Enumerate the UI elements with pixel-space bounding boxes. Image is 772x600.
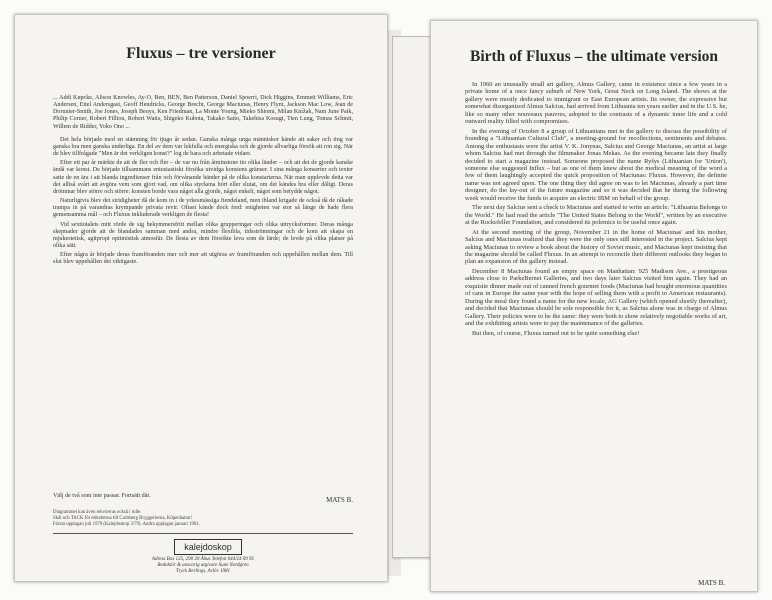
right-paragraph: In the evening of October 8 a group of Lithuanians met in the gallery to discuss the possibility of founding a "Lithuanian Cultural Club", a meeting-ground for recollections, sentiments and debates. Among the enthusiasts were the artist V. K. Jonynas, Salcius and George Maciunas, an artist at large whom Salcius had met through the filmmaker Jonas Mekas. As the evening became late they finally decided to start a magazine instead. Someone proposed the name Ryšys (Lithuanian for 'Union'), someone else suggested Influx – but as one of them knew about the medical meaning of the word a few of them laughingly accepted the quick proposition of Maciunas: Fluxus. However, the definite name was not agreed upon. The one thing they did agree on was to let Maciunas, already a part time designer, do the lay-out of the future magazine and so it was decided that he during the following week would receive the funds to acquire an electric IBM on behalf of the group. bbox=[465, 127, 727, 202]
credit-line: Diagrammet kan även rekvireras också i rulle. bbox=[53, 510, 142, 515]
left-paragraph: Efter ett par år märkte de att de fler och fler – de var nu från åtminstone tio olika länder – och att det de gjorde kanske ändå var konst. De började tillsammans entusiastiskt försöka utvidga konstens gränser. I sina många konserter och texter satte de en ära i att blanda ingredienser från och förvånande händer på de olika konstarterna. När man upplevde detta var det alltså svårt att avgöra vem som gjort vad, om olika styckena hört eller slutat, om det kändes bra eller dåligt. Deras drömmar blev större och större: konsten borde vara något alla gjorde, något enkelt, något som betydde något. bbox=[53, 160, 353, 195]
left-page-title: Fluxus – tre versioner bbox=[126, 45, 276, 62]
right-paragraph: But then, of course, Fluxus turned out to be quite something else! bbox=[472, 329, 640, 337]
left-paragraph: Efter några år började deras framföranden mer och mer att utgöras av framföranden och uppehållen mellan dem. Till slut blev uppehållen det viktigaste. bbox=[53, 252, 353, 266]
publisher-logo: kalejdoskop bbox=[174, 539, 242, 555]
credits bbox=[53, 510, 353, 528]
right-text-column bbox=[465, 81, 727, 339]
divider bbox=[53, 533, 353, 534]
right-paragraph: December 8 Maciunas found an empty space on Manhattan: 925 Madison Ave., a prestigeous address close to ParkeBernet Galleries, and two days later Salcius visited him again. They had an exquisite dinner made out of canned french gourmet foods (Maciunas had bought enormous quantities of cans in Europe the same year with the hope of selling them with a profit to American restaurants). During the meal they found a name for the new locale, AG Gallery (which opened shortly thereafter), and decided that Maciunas should be sole responsible for it, as Salcius alone was in charge of Almus Gallery. Their policies were to be the same: they were both to show relatively negotiable works of art, and the exhibiting artists were to pay the maintenance of the galleries. bbox=[465, 267, 727, 328]
credit-line: Skål och TACK för etiketterna till Carlsberg Bryggerierna, Köpenhamn! bbox=[53, 516, 192, 521]
left-page bbox=[14, 14, 388, 582]
left-text-column bbox=[53, 95, 353, 268]
right-page bbox=[430, 20, 758, 592]
left-signature: MATS B. bbox=[326, 496, 353, 504]
address-line: Tryck Berlings, Arlöv 1981 bbox=[175, 569, 231, 575]
address-line: Redaktör & ansvarig utgivare Sune Nordgren bbox=[157, 563, 249, 569]
left-paragraph: Vid sextiotalets mitt rörde de sig bekymmersfritt mellan olika grupperingar och olika uttrycksformer. Deras många skepnader gjorde att de blandades samman med andra, mindre flexibla, tidsströmningar och de kom att skapa en mjukestetisk, agitpropt optimistisk atmosfär. De flesta av dem försökte leva som de lärde; de levde på olika platser på olika sätt. bbox=[53, 221, 353, 249]
right-page-title: Birth of Fluxus – the ultimate version bbox=[470, 48, 718, 65]
closing-row bbox=[53, 493, 353, 504]
publisher-address bbox=[53, 557, 353, 576]
right-paragraph: The next day Salcius sent a check to Maciunas and started to write an article: "Lithuania Belongs to the World." He had read the article "The United States Belong to the World", written by an executive at the Rockefeller Foundation, and considered its polemics to be useful once again. bbox=[465, 204, 727, 227]
right-paragraph: In 1960 an unusually small art gallery, Almus Gallery, came in existence since a few years in a private home of a once fancy suburb of New York, Great Neck on Long Island. The shows at the gallery were mostly dedicated to immigrant or East European artists. Its owner, the expressive but somewhat disorganized Almus Salcius, had arrived from Lithuania ten years earlier and in the U.S. he, like so many other nouveaux pauvres, adopted to the contrasts of a dynamic inner life and a cold outward reality filled with compromises. bbox=[465, 81, 728, 126]
artist-names: ... Addi Køpcke, Alison Knowles, Ay-O, Ben, BEN, Ben Patterson, Daniel Spoerri, Dick Higgins, Emmett Williams, Eric Andersen, Eitel Andersgast, Geoff Hendricks, George Brecht, George Maciunas, Henry Flynt, Jackson Mac Low, Jean de Dorunier-Smith, Joe Jones, Joseph Beuys, Ken Friedman, La Monte Young, Mieko Shiomi, Milan Knížak, Nam June Paik, Philip Corner, Robert Filliou, Robert Watts, Shigeko Kubota, Takako Saito, Takehisa Kosugi, Tien Lung, Tomas Schmit, Willem de Ridder, Yoko Ono ... bbox=[53, 95, 353, 130]
left-paragraph: Naturligtvis blev det stridigheter då de kom in i de yrkesmässiga fiendeland, men ibland krigade de också då de råkade trampa in på varandras krympande privata revir. Oftast kände dock fred: enigheten var stor så länge de hade flera gemensamma mål – och Fluxus inkluderade verkligen de flesta! bbox=[53, 198, 353, 219]
left-paragraph: Det hela började med en stämning för tjugo år sedan. Ganska många unga människor kände att saker och ting var ganska bra men ganska underliga. En del av dem var lekfulla och energiska och de gjorde allvarliga försök att ron sig. När de blev tillfrågade "Men är det verkligen konst?" log de bara och arbetade vidare. bbox=[53, 136, 353, 158]
credit-line: Första upplagan juli 1979 (Kalejdoskop 3/79). Andra upplagan januari 1981. bbox=[53, 522, 200, 527]
right-paragraph: At the second meeting of the group, November 21 in the home of Maciunas' and his mother, Salcius and Maciunas realized that they were the only ones still interested in the project. Salcius kept asking Maciunas to review a book about the history of Soviet music, and Maciunas kept insisting that the magazine should be called Fluxus. In an attempt to reconcile their different outlooks they began to plan an expansion of the gallery instead. bbox=[465, 228, 727, 266]
closing-instruction: Välj de två som inte passar. Fortsätt där. bbox=[53, 493, 151, 499]
right-signature: MATS B. bbox=[698, 579, 725, 587]
address-line: Adress Box 125, 290 20 Åhus Telefon 044/24 09 95 bbox=[151, 557, 255, 562]
